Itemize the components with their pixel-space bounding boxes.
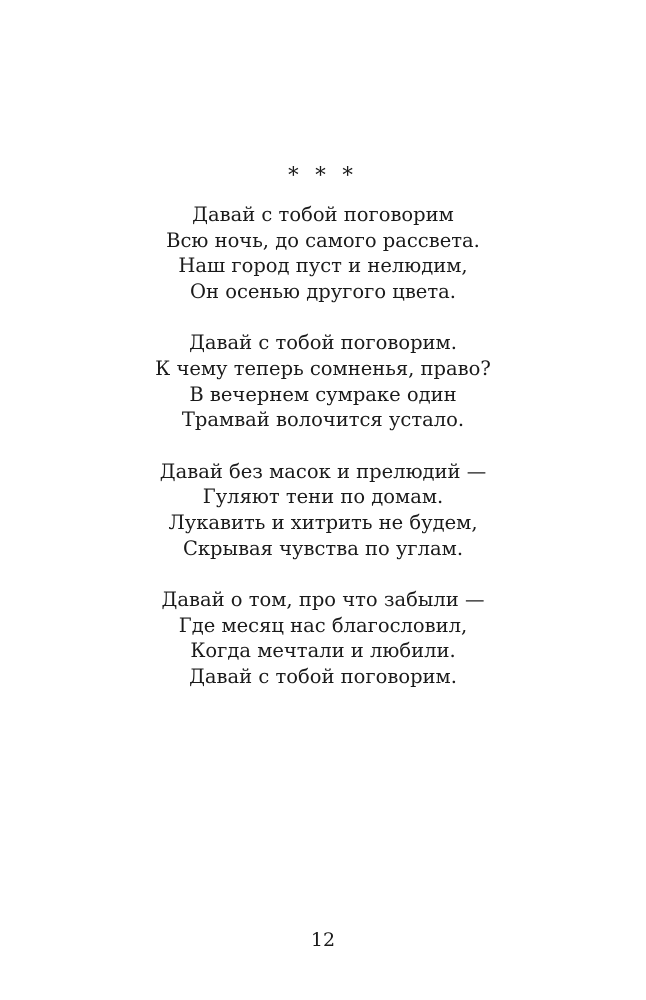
poem-line: В вечернем сумраке один bbox=[189, 382, 457, 406]
stanza bbox=[0, 459, 646, 561]
poem bbox=[0, 202, 646, 716]
section-divider: * * * bbox=[288, 163, 358, 187]
poem-line: Давай без масок и прелюдий — bbox=[159, 459, 487, 483]
stanza bbox=[0, 330, 646, 432]
poem-line: Лукавить и хитрить не будем, bbox=[168, 510, 478, 534]
poem-line: Скрывая чувства по углам. bbox=[182, 536, 464, 560]
poem-line: Всю ночь, до самого рассвета. bbox=[166, 228, 480, 252]
stanza bbox=[0, 587, 646, 689]
stanza bbox=[0, 202, 646, 304]
poem-line: Давай с тобой поговорим. bbox=[189, 664, 457, 688]
poem-line: Давай о том, про что забыли — bbox=[161, 588, 485, 612]
poem-line: Трамвай волочится устало. bbox=[181, 408, 465, 432]
poem-line: Давай с тобой поговорим. bbox=[189, 331, 457, 355]
poem-line: Где месяц нас благословил, bbox=[178, 613, 468, 637]
poem-line: Когда мечтали и любили. bbox=[190, 639, 456, 663]
poem-line: Наш город пуст и нелюдим, bbox=[178, 254, 468, 278]
poem-line: Давай с тобой поговорим bbox=[192, 203, 454, 226]
poem-line: К чему теперь сомненья, право? bbox=[155, 356, 491, 380]
poem-line: Гуляют тени по домам. bbox=[202, 485, 444, 509]
page-number: 12 bbox=[310, 929, 336, 951]
poem-line: Он осенью другого цвета. bbox=[190, 279, 456, 303]
